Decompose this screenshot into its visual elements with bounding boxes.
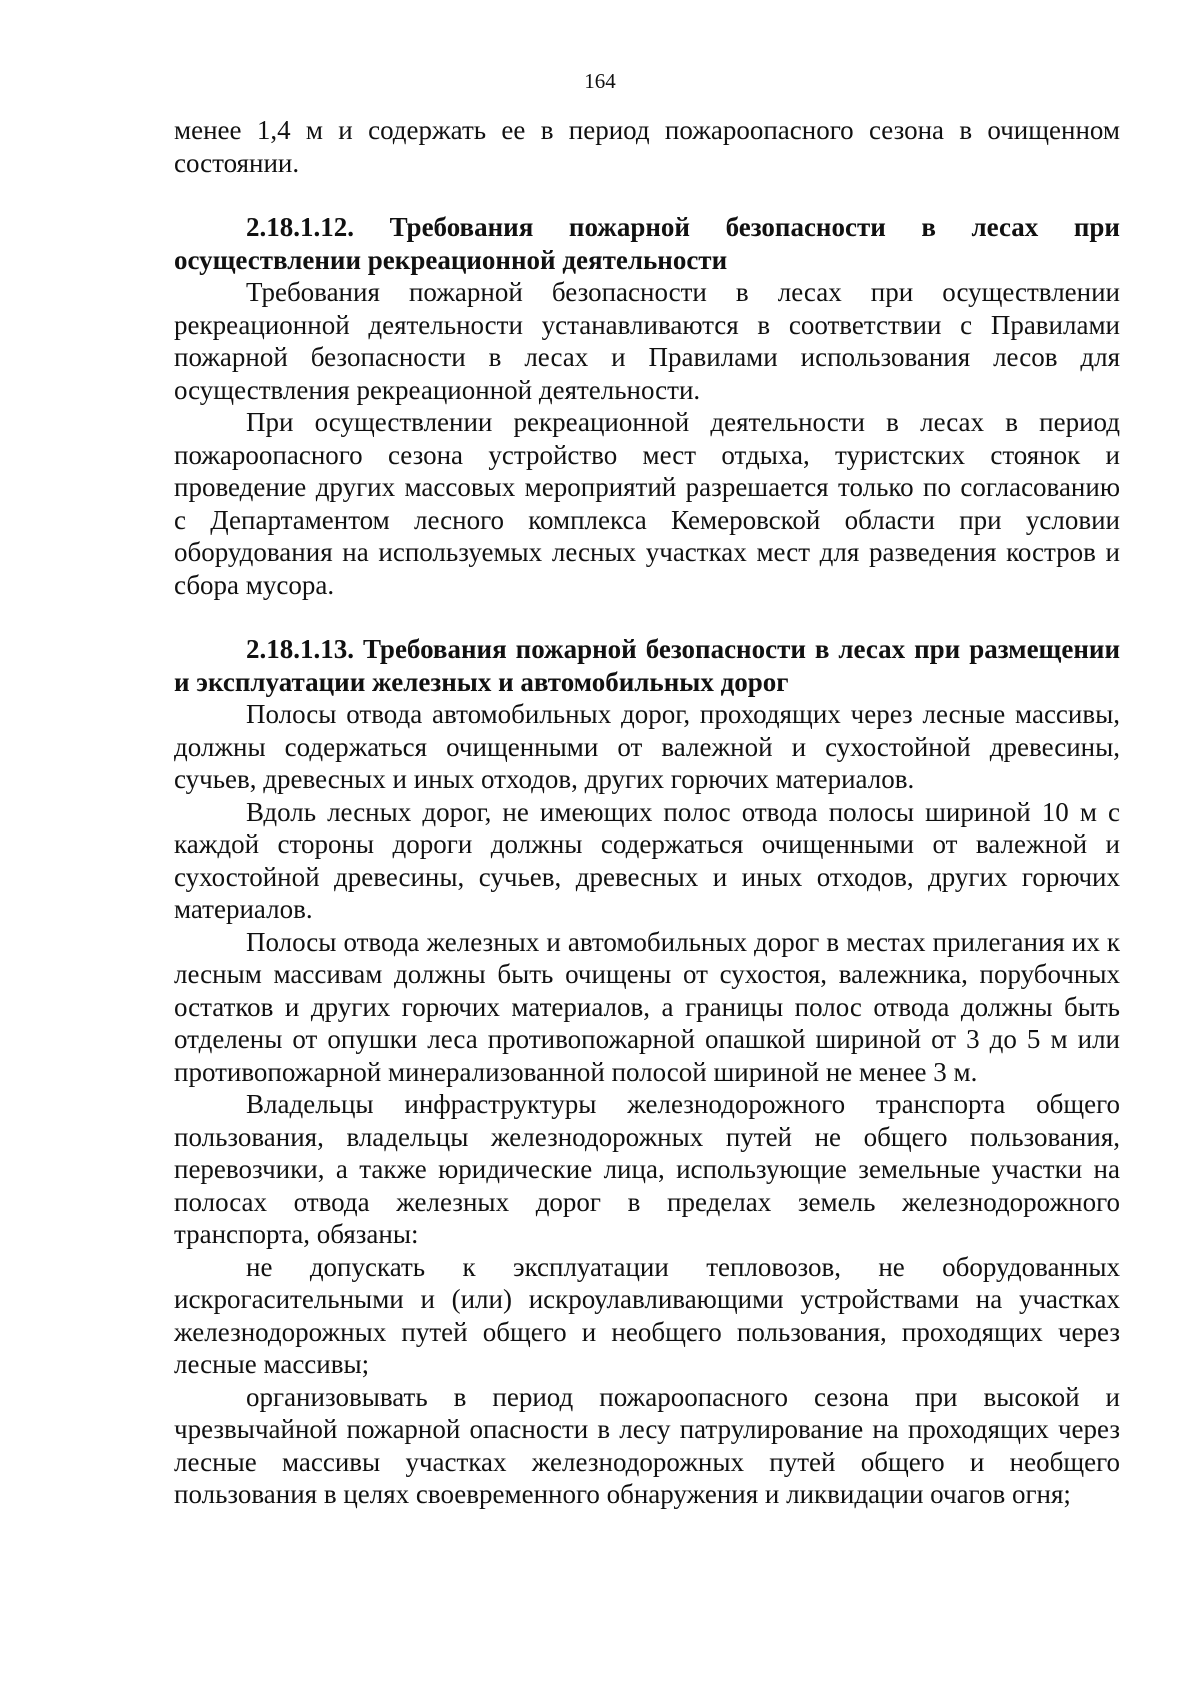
paragraph: Требования пожарной безопасности в лесах при осуществлении рекреационной деятельности устанавливаются в соответствии с Правилами пожарной безопасности в лесах и Правилами использования лесов для осуществления рекреационной деятельности. (174, 277, 1120, 405)
paragraph: Полосы отвода автомобильных дорог, проходящих через лесные массивы, должны содержаться очищенными от валежной и сухостойной древесины, сучьев, древесных и иных отходов, других горючих материалов. (174, 699, 1120, 794)
section-heading-2-18-1-12: 2.18.1.12. Требования пожарной безопасности в лесах при осуществлении рекреационной деятельности (174, 212, 1120, 275)
paragraph-continuation: менее 1,4 м и содержать ее в период пожароопасного сезона в очищенном состоянии. (174, 115, 1120, 178)
paragraph: Владельцы инфраструктуры железнодорожного транспорта общего пользования, владельцы железнодорожных путей не общего пользования, перевозчики, а также юридические лица, использующие земельные участки на полосах отвода железных дорог в пределах земель железнодорожного транспорта, обязаны: (174, 1089, 1120, 1249)
paragraph: Вдоль лесных дорог, не имеющих полос отвода полосы шириной 10 м с каждой стороны дороги должны содержаться очищенными от валежной и сухостойной древесины, сучьев, древесных и иных отходов, других горючих материалов. (174, 796, 1120, 924)
paragraph: При осуществлении рекреационной деятельности в лесах в период пожароопасного сезона устройство мест отдыха, туристских стоянок и проведение других массовых мероприятий разрешается только по согласованию с Департаментом лесного комплекса Кемеровской области при условии оборудования на используемых лесных участках мест для разведения костров и сбора мусора. (174, 407, 1120, 600)
list-item-paragraph: не допускать к эксплуатации тепловозов, не оборудованных искрогасительными и (или) искроулавливающими устройствами на участках железнодорожных путей общего и необщего пользования, проходящих через лесные массивы; (174, 1251, 1120, 1379)
section-heading-2-18-1-13: 2.18.1.13. Требования пожарной безопасности в лесах при размещении и эксплуатации железных и автомобильных дорог (174, 634, 1120, 697)
paragraph: Полосы отвода железных и автомобильных дорог в местах прилегания их к лесным массивам должны быть очищены от сухостоя, валежника, порубочных остатков и других горючих материалов, а границы полос отвода должны быть отделены от опушки леса противопожарной опашкой шириной от 3 до 5 м или противопожарной минерализованной полосой шириной не менее 3 м. (174, 926, 1120, 1087)
document-body (174, 114, 1120, 1511)
spacer (174, 601, 1120, 633)
list-item-paragraph: организовывать в период пожароопасного сезона при высокой и чрезвычайной пожарной опасности в лесу патрулирование на проходящих через лесные массивы участках железнодорожных путей общего и необщего пользования в целях своевременного обнаружения и ликвидации очагов огня; (174, 1381, 1120, 1509)
spacer (174, 179, 1120, 211)
page-number: 164 (584, 69, 616, 93)
